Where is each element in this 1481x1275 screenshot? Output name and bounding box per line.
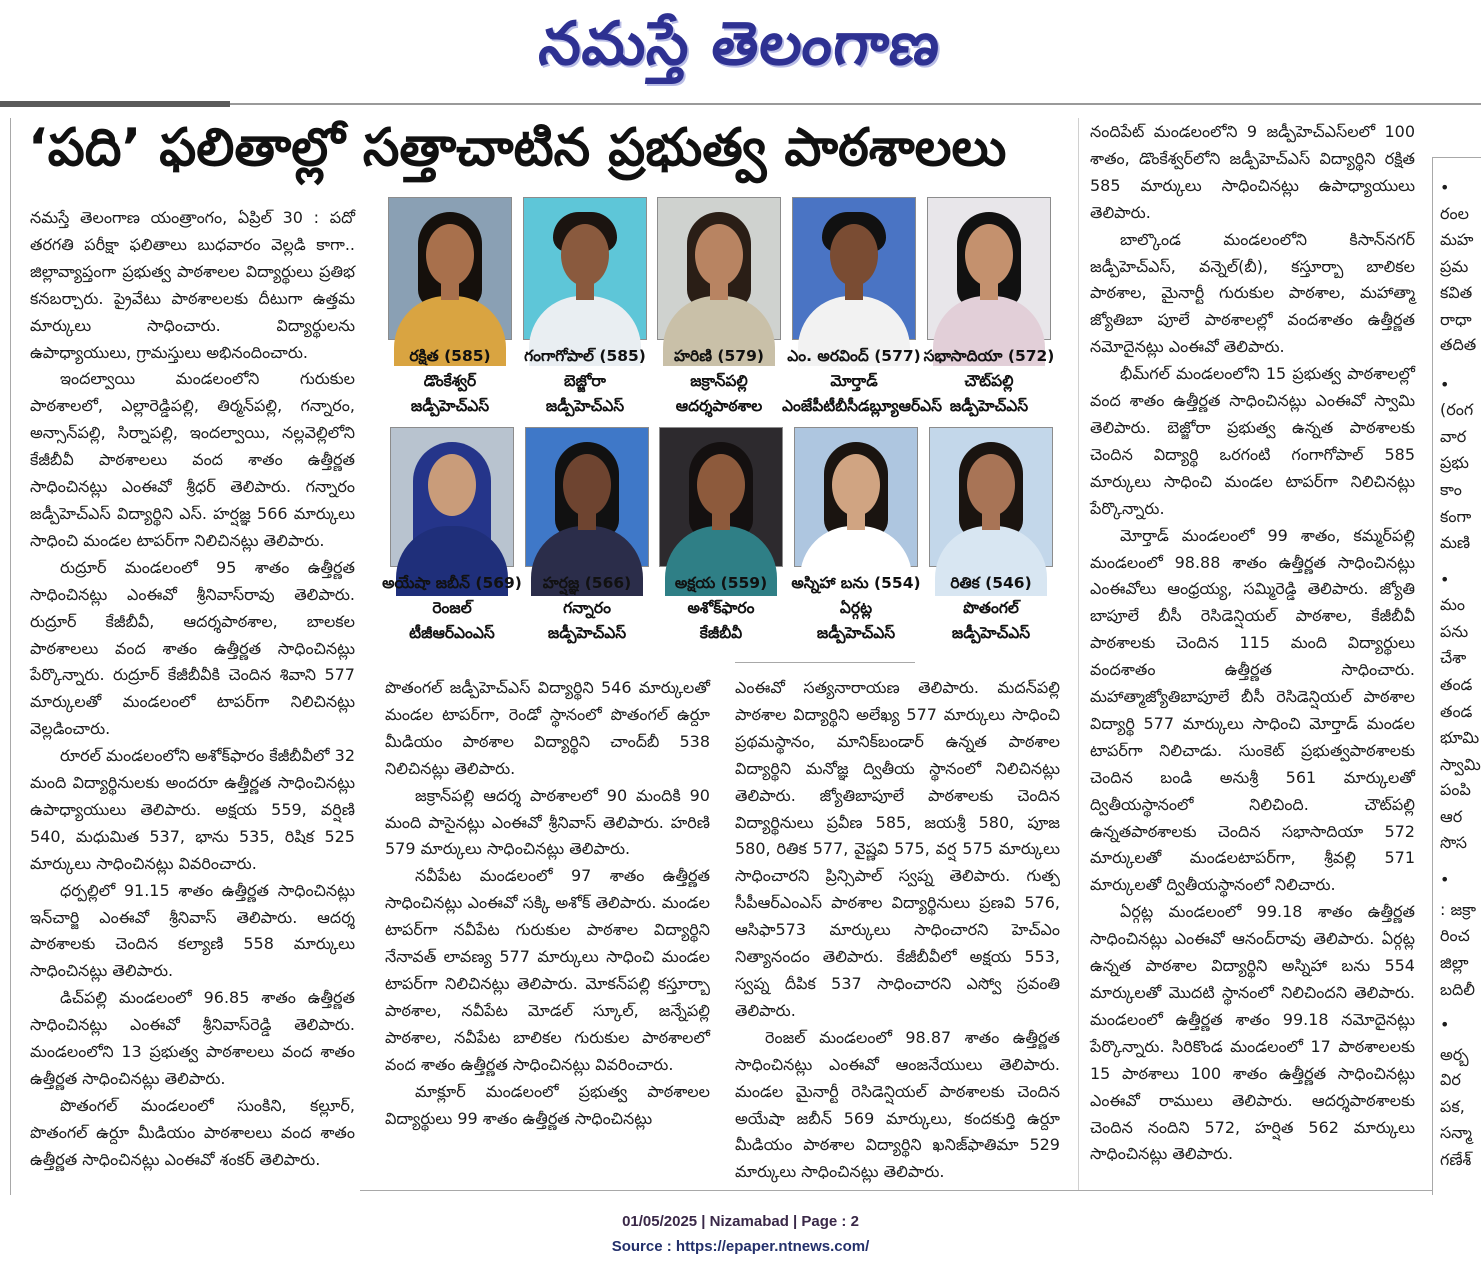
student-school: జడ్పీహెచ్‌ఎస్ — [949, 397, 1029, 415]
left-border-line — [10, 118, 11, 1195]
paragraph: రెంజల్ మండలంలో 98.87 శాతం ఉత్తీర్ణత సాధించినట్లు ఎంఈవో ఆంజనేయులు తెలిపారు. మండల మైనార్టీ రెసిడెన్షియల్ పాఠశాలకు చెందిన అయేషా జబీన్ 569 మార్కులు, కందకుర్తి ఉర్దూ మీడియం పాఠశాల విద్యార్థిని ఖనిజ్‌ఫాతిమా 529 మార్కులు సాధించినట్లు తెలిపారు. — [735, 1027, 1060, 1182]
side-column-top-line — [1432, 157, 1481, 158]
cropped-text-line: విర — [1440, 1070, 1461, 1089]
student-photo — [388, 197, 512, 340]
student-name: అయేషా జబీన్ (569) — [382, 574, 522, 592]
cropped-text-line: రంల — [1440, 204, 1469, 223]
cropped-text-line: తండ — [1440, 702, 1473, 721]
student-photo — [525, 427, 649, 567]
student-photo — [659, 427, 783, 567]
student-village: జక్రాన్‌పల్లి — [690, 372, 748, 390]
article-headline: ‘పది’ ఫలితాల్లో సత్తాచాటిన ప్రభుత్వ పాఠశాలలు — [28, 118, 1007, 178]
student-card — [523, 197, 647, 415]
cropped-text-line: తండ — [1440, 675, 1473, 694]
cropped-text-line: రించ — [1440, 926, 1470, 945]
paragraph: నందిపేట్ మండలంలోని 9 జడ్పీహెచ్‌ఎస్‌లలో 100 శాతం, డొంకేశ్వర్‌లోని జడ్పీహెచ్‌ఎస్ విద్యార్థిని రక్షిత 585 మార్కులు సాధించినట్లు ఉపాధ్యాయులు తెలిపారు. — [1090, 122, 1415, 222]
cropped-text-line: • — [1440, 570, 1450, 589]
cropped-text-line: మం — [1440, 595, 1466, 614]
student-photo — [929, 427, 1053, 567]
side-column-divider-line — [1432, 157, 1433, 1195]
student-card — [791, 427, 921, 642]
student-village: రెంజల్ — [432, 599, 472, 617]
footer-source: Source : https://epaper.ntnews.com/ — [611, 1238, 870, 1255]
student-name: రక్షిత (585) — [409, 347, 491, 365]
footer-dateline: 01/05/2025 | Nizamabad | Page : 2 — [622, 1213, 859, 1230]
photo-divider-line — [735, 662, 915, 663]
student-photo — [794, 427, 918, 567]
cropped-text-line: సన్మా — [1440, 1123, 1472, 1142]
paragraph: డిచ్‌పల్లి మండలంలో 96.85 శాతం ఉత్తీర్ణత సాధించినట్లు ఎంఈవో శ్రీనివాస్‌రెడ్డి తెలిపారు. మండలంలోని 13 ప్రభుత్వ పాఠశాలలు వంద శాతం ఉత్తీర్ణత సాధించినట్లు తెలిపారు. — [30, 988, 355, 1088]
cropped-text-line: (రంగ — [1440, 400, 1474, 419]
paragraph: ఇందల్వాయి మండలంలోని గురుకుల పాఠశాలలో, ఎల్లారెడ్డిపల్లి, తిర్మన్‌పల్లి, గన్నారం, అన్సాన్‌పల్లి, సిర్నాపల్లి, ఇందల్వాయి, నల్లవెల్లిలోని కేజీబీవీ పాఠశాలలు వంద శాతం ఉత్తీర్ణత సాధించినట్లు ఎంఈవో శ్రీధర్ తెలిపారు. గన్నారం జడ్పీహెచ్‌ఎస్ విద్యార్థిని ఎస్. హర్షజ్ఞ 566 మార్కులు సాధించి మండల టాపర్‌గా నిలిచినట్లు తెలిపారు. — [30, 369, 355, 550]
student-card — [929, 427, 1053, 642]
cropped-text-line: పను — [1440, 622, 1469, 641]
article-column-4 — [1090, 119, 1415, 1169]
cropped-text-line: ప్రమ — [1440, 257, 1469, 276]
cropped-text-line: గణేశ్ — [1440, 1150, 1472, 1169]
paragraph: నవీపేట మండలంలో 97 శాతం ఉత్తీర్ణత సాధించినట్లు ఎంఈవో సక్కి అశోక్ తెలిపారు. మండల టాపర్‌గా నవీపేట గురుకుల పాఠశాల విద్యార్థిని నేనావత్ లావణ్య 577 మార్కులు సాధించి మండల టాపర్‌గా నిలిచినట్లు తెలిపారు. మోకన్‌పల్లి కస్తూర్బా పాఠశాల, నవీపేట మోడల్ స్కూల్, జన్నేపల్లి పాఠశాల, నవీపేట బాలికల గురుకుల పాఠశాలలో వంద శాతం ఉత్తీర్ణత సాధించినట్లు వివరించారు. — [385, 866, 710, 1074]
cropped-text-line: సొస — [1440, 833, 1468, 852]
student-photo — [927, 197, 1051, 340]
student-card — [657, 197, 781, 415]
cropped-text-line: స్వామి — [1440, 755, 1481, 774]
student-name: గంగాగోపాల్ (585) — [524, 347, 646, 365]
paragraph: మోర్తాడ్ మండలంలో 99 శాతం, కమ్మర్‌పల్లి మండలంలో 98.88 శాతం ఉత్తీర్ణత సాధించినట్లు ఎంఈవోలు ఆంధ్రయ్య, సమ్మిరెడ్డి తెలిపారు. జ్యోతి బాపూలే బీసీ రెసిడెన్షియల్ పాఠశాల, కేజీబీవీ పాఠశాలకు చెందిన 115 మంది విద్యార్థులు వందశాతం ఉత్తీర్ణత సాధించారు. మహాత్మాజ్యోతిబాపూలే బీసీ రెసిడెన్షియల్ పాఠశాల విద్యార్థి 577 మార్కులు సాధించి మోర్తాడ్ మండల టాపర్‌గా నిలిచాడు. సుంకెట్ ప్రభుత్వపాఠశాలకు చెందిన బండి అనుశ్రీ 561 మార్కులతో ద్వితీయస్థానంలో నిలిచింది. చౌట్‌పల్లి ఉన్నతపాఠశాలకు చెందిన సభాసాదియా 572 మార్కులతో మండలటాపర్‌గా, శ్రీవల్లి 571 మార్కులతో ద్వితీయస్థానంలో నిలిచారు. — [1090, 525, 1415, 895]
student-name: ఎం. అరవింద్ (577) — [787, 347, 921, 365]
cropped-text-line: • — [1440, 870, 1450, 889]
student-village: బెజ్జోరా — [564, 372, 606, 390]
paragraph: ఎంఈవో సత్యనారాయణ తెలిపారు. మదన్‌పల్లి పాఠశాల విద్యార్థిని అలేఖ్య 577 మార్కులు సాధించి ప్రథమస్థానం, మానిక్‌బండార్ ఉన్నత పాఠశాల విద్యార్థిని మనోజ్ఞ ద్వితీయ స్థానంలో నిలిచినట్లు తెలిపారు. జ్యోతిబాపూలే పాఠశాలకు చెందిన విద్యార్థినులు ప్రవీణ 585, జయశ్రీ 580, పూజ 580, రితిక 577, వైష్ణవి 575, వర్ష 575 మార్కులు సాధించారని ప్రిన్సిపాల్ స్వప్న తెలిపారు. గుత్ప సీపీఆర్ఎంఎస్ పాఠశాల విద్యార్థినులు ప్రణవి 576, ఆసిఫా573 మార్కులు సాధించారని హెచ్ఎం నిత్యానందం తెలిపారు. కేజీబీవీలో అక్షయ 553, స్వప్న దీపిక 537 సాధించారని ఎస్వో స్రవంతి తెలిపారు. — [735, 678, 1060, 1020]
cropped-text-line: ప్రభు — [1440, 453, 1469, 472]
student-school: జడ్పీహెచ్‌ఎస్ — [547, 624, 627, 642]
student-card — [388, 197, 512, 415]
student-school: టీజీఆర్‌ఎంఎస్ — [409, 624, 495, 642]
paragraph: పొతంగల్ మండలంలో సుంకిని, కల్లూర్, పొతంగల్ ఉర్దూ మీడియం పాఠశాలలు వంద శాతం ఉత్తీర్ణత సాధించినట్లు ఎంఈవో శంకర్ తెలిపారు. — [30, 1095, 355, 1169]
masthead-rule-thick — [0, 101, 230, 107]
cropped-text-line: • — [1440, 1015, 1450, 1034]
cropped-text-line: కవిత — [1440, 283, 1473, 302]
student-photo — [792, 197, 916, 340]
cropped-text-line: ఆర — [1440, 807, 1463, 826]
student-name: హరిణి (579) — [674, 347, 764, 365]
paragraph: భీమ్‌గల్ మండలంలోని 15 ప్రభుత్వ పాఠశాలల్లో వంద శాతం ఉత్తీర్ణత సాధించినట్లు ఎంఈవో స్వామి తెలిపారు. బెజ్జోరా ప్రభుత్వ ఉన్నత పాఠశాలకు చెందిన విద్యార్థి ఒరగంటి గంగాగోపాల్ 585 మార్కులు సాధించి మండల టాపర్‌గా నిలిచినట్లు పేర్కొన్నారు. — [1090, 364, 1415, 518]
paragraph: మాక్లూర్ మండలంలో ప్రభుత్వ పాఠశాలల విద్యార్థులు 99 శాతం ఉత్తీర్ణత సాధించినట్లు — [385, 1081, 710, 1128]
paragraph: రూరల్ మండలంలోని అశోక్‌ఫారం కేజీబీవీలో 32 మంది విద్యార్థినులకు అందరూ ఉత్తీర్ణత సాధించినట్లు ఉపాధ్యాయులు తెలిపారు. అక్షయ 559, వర్షిణి 540, మధుమిత 537, భాను 535, రిషిక 525 మార్కులు సాధించినట్లు వివరించారు. — [30, 746, 355, 873]
student-village: గన్నారం — [563, 599, 611, 617]
cropped-text-line: మహ — [1440, 230, 1474, 249]
paragraph: పొతంగల్ జడ్పీహెచ్‌ఎస్ విద్యార్థిని 546 మార్కులతో మండల టాపర్‌గా, రెండో స్థానంలో పొతంగల్ ఉర్దూ మీడియం పాఠశాల విద్యార్థిని చాంద్‌బీ 538 నిలిచినట్లు తెలిపారు. — [385, 678, 710, 778]
student-name: అస్నిహా బను (554) — [791, 574, 921, 592]
cropped-text-line: పక, — [1440, 1097, 1465, 1116]
article-column-2 — [385, 675, 710, 1172]
cropped-text-line: కంగా — [1440, 507, 1472, 526]
cropped-text-line: వార — [1440, 427, 1467, 446]
paragraph: జక్రాన్‌పల్లి ఆదర్శ పాఠశాలలో 90 మందికి 90 మంది పాసైనట్లు ఎంఈవో శ్రీనివాస్ తెలిపారు. హరిణి 579 మార్కులు సాధించినట్లు తెలిపారు. — [385, 785, 710, 859]
student-school: ఆదర్శపాఠశాల — [675, 397, 763, 415]
student-name: హర్షజ్ఞ (566) — [542, 574, 632, 592]
cropped-text-line: పంపి — [1440, 780, 1471, 799]
cropped-text-line: మణి — [1440, 533, 1471, 552]
paragraph: ధర్పల్లిలో 91.15 శాతం ఉత్తీర్ణత సాధించినట్లు ఇన్‌చార్జి ఎంఈవో శ్రీనివాస్ తెలిపారు. ఆదర్శ పాఠశాలకు చెందిన కల్యాణి 558 మార్కులు సాధించినట్లు తెలిపారు. — [30, 880, 355, 981]
column-divider-line — [1078, 118, 1079, 1190]
student-name: అక్షయ (559) — [674, 574, 768, 592]
student-card — [382, 427, 522, 642]
article-column-3 — [735, 675, 1060, 1182]
cropped-text-line: • — [1440, 375, 1450, 394]
cropped-text-line: కాం — [1440, 480, 1462, 499]
student-photo — [523, 197, 647, 340]
paragraph: నమస్తే తెలంగాణ యంత్రాంగం, ఏప్రిల్ 30 : పదో తరగతి పరీక్షా ఫలితాలు బుధవారం వెల్లడి కాగా.. జిల్లావ్యాప్తంగా ప్రభుత్వ పాఠశాలల విద్యార్థులు ప్రతిభ కనబర్చారు. ప్రైవేటు పాఠశాలలకు దీటుగా ఉత్తమ మార్కులు సాధించారు. విద్యార్థులను ఉపాధ్యాయులు, గ్రామస్తులు అభినందించారు. — [30, 208, 355, 362]
student-card — [659, 427, 783, 642]
student-village: మోర్తాడ్ — [830, 372, 878, 390]
student-village: డొంకేశ్వర్ — [423, 372, 477, 390]
cropped-text-line: : జక్రా — [1440, 900, 1477, 919]
cropped-text-line: అర్బ — [1440, 1045, 1469, 1064]
student-photo — [390, 427, 514, 567]
cropped-text-line: తదిత — [1440, 335, 1477, 354]
student-school: జడ్పీహెచ్‌ఎస్ — [816, 624, 896, 642]
cropped-text-line: • — [1440, 178, 1450, 197]
student-card — [782, 197, 943, 415]
cropped-text-line: బదిలీ — [1440, 980, 1476, 999]
cropped-text-line: చేశా — [1440, 648, 1467, 667]
student-photo — [657, 197, 781, 340]
student-school: కేజీబీవీ — [699, 624, 743, 642]
student-village: చౌట్‌పల్లి — [964, 372, 1014, 390]
student-school: జడ్పీహెచ్‌ఎస్ — [951, 624, 1031, 642]
article-bottom-line — [360, 1190, 1432, 1191]
student-name: రితిక (546) — [950, 574, 1032, 592]
student-name: సభాసాదియా (572) — [923, 347, 1055, 365]
student-village: అశోక్‌ఫారం — [687, 599, 755, 617]
cropped-text-line: రాధా — [1440, 310, 1472, 329]
student-card — [525, 427, 649, 642]
student-school: జడ్పీహెచ్‌ఎస్ — [545, 397, 625, 415]
cropped-text-line: జిల్లా — [1440, 953, 1469, 972]
student-school: జడ్పీహెచ్‌ఎస్ — [410, 397, 490, 415]
paragraph: రుద్రూర్ మండలంలో 95 శాతం ఉత్తీర్ణత సాధించినట్లు ఎంఈవో శ్రీనివాస్‌రావు తెలిపారు. రుద్రూర్ కేజీబీవీ, ఆదర్శపాఠశాల, బాలకల పాఠశాలలు వంద శాతం ఉత్తీర్ణత సాధించినట్లు పేర్కొన్నారు. రుద్రూర్ కేజీబీవీకి చెందిన శివాని 577 మార్కులతో మండలంలో టాపర్‌గా నిలిచినట్లు వెల్లడించారు. — [30, 557, 355, 739]
student-card — [923, 197, 1055, 415]
paragraph: ఏర్గట్ల మండలంలో 99.18 శాతం ఉత్తీర్ణత సాధించినట్లు ఎంఈవో ఆనంద్‌రావు తెలిపారు. ఏర్గట్ల ఉన్నత పాఠశాల విద్యార్థిని అస్నిహా బను 554 మార్కులతో మొదటి స్థానంలో నిలిచిందని తెలిపారు. మండలంలో ఉత్తీర్ణత శాతం 99.18 నమోదైనట్లు పేర్కొన్నారు. సిరికొండ మండలంలో 17 పాఠశాలలకు 15 పాఠశాలు 100 శాతం ఉత్తీర్ణత సాధించినట్లు ఎంఈవో రాములు తెలిపారు. ఆదర్శపాఠశాలకు చెందిన నందిని 572, హర్షిత 562 మార్కులు సాధించినట్లు తెలిపారు. — [1090, 902, 1415, 1164]
student-school: ఎంజేపీటీబీసీడబ్ల్యూఆర్ఎస్ — [782, 397, 943, 415]
masthead-logo: నమస్తే తెలంగాణ — [535, 9, 945, 79]
paragraph: బాల్కొండ మండలంలోని కిసాన్‌నగర్ జడ్పీహెచ్‌ఎస్, వన్నెల్(బీ), కస్తూర్బా బాలికల పాఠశాల, మైనార్టీ గురుకుల పాఠశాల, మహాత్మా జ్యోతిబా పూలే పాఠశాలల్లో వందశాతం ఉత్తీర్ణత నమోదైనట్లు ఎంఈవో తెలిపారు. — [1090, 229, 1415, 357]
cropped-text-line: భూమి — [1440, 728, 1480, 747]
student-village: పొతంగల్ — [963, 599, 1019, 617]
masthead-rule-thin — [230, 103, 1481, 105]
student-village: ఏర్గట్ల — [839, 599, 873, 617]
article-column-1 — [30, 205, 355, 1170]
